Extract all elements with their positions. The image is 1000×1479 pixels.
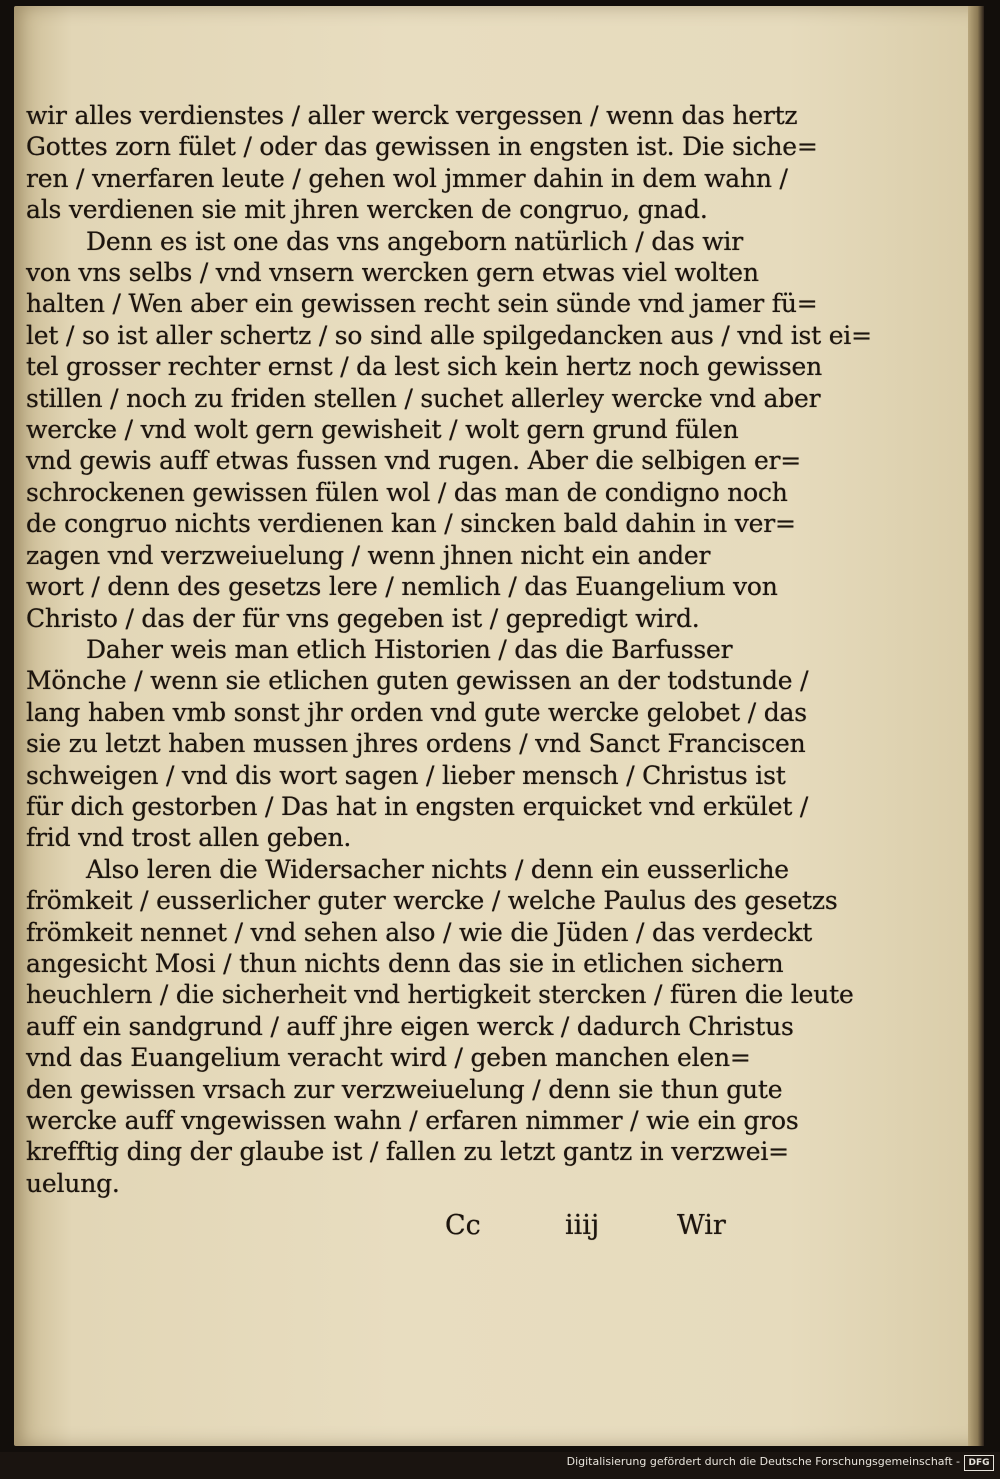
text-line: frid vnd trost allen geben. [26,823,352,853]
text-line: de congruo nichts verdienen kan / sincken bald dahin in ver= [26,509,796,539]
text-line: krefftig ding der glaube ist / fallen zu letzt gantz in verzwei= [26,1137,789,1167]
text-line: let / so ist aller schertz / so sind alle spilgedancken aus / vnd ist ei= [26,320,872,350]
text-line: frömkeit / eusserlicher guter wercke / welche Paulus des gesetzs [26,886,838,916]
text-line: wercke auff vngewissen wahn / erfaren nimmer / wie ein gros [26,1106,799,1135]
catchword: Wir [677,1210,726,1241]
page-text [26,100,872,1199]
signature-line [445,1210,745,1250]
page-edge [968,6,984,1446]
text-line: angesicht Mosi / thun nichts denn das sie in etlichen sichern [26,948,784,978]
text-line: wercke / vnd wolt gern gewisheit / wolt gern grund fülen [26,415,739,445]
text-line: vnd das Euangelium veracht wird / geben manchen elen= [26,1043,751,1073]
text-line: schrockenen gewissen fülen wol / das man de condigno noch [26,477,788,507]
text-line: zagen vnd verzweiuelung / wenn jhnen nicht ein ander [26,540,711,570]
text-line: wir alles verdienstes / aller werck vergessen / wenn das hertz [26,101,798,130]
text-line: für dich gestorben / Das hat in engsten erquicket vnd erkület / [26,791,809,821]
signature-mark: Cc [445,1210,481,1241]
text-line: stillen / noch zu friden stellen / suchet allerley wercke vnd aber [26,383,821,413]
text-line: lang haben vmb sonst jhr orden vnd gute wercke gelobet / das [26,697,807,727]
footer-bar [0,1452,1000,1479]
text-line: Also leren die Widersacher nichts / denn ein eusserliche [86,854,789,884]
dfg-logo-icon: DFG [964,1455,994,1471]
text-line: sie zu letzt haben mussen jhres ordens / vnd Sanct Franciscen [26,729,806,759]
text-line: Daher weis man etlich Historien / das die Barfusser [86,634,733,664]
text-line: Denn es ist one das vns angeborn natürlich / das wir [86,226,743,256]
text-line: auff ein sandgrund / auff jhre eigen werck / dadurch Christus [26,1011,794,1041]
text-line: schweigen / vnd dis wort sagen / lieber mensch / Christus ist [26,760,786,790]
text-line: tel grosser rechter ernst / da lest sich kein hertz noch gewissen [26,352,823,382]
signature-number: iiij [565,1210,600,1241]
text-line: von vns selbs / vnd vnsern wercken gern etwas viel wolten [26,258,759,288]
text-line: den gewissen vrsach zur verzweiuelung / denn sie thun gute [26,1074,783,1104]
text-line: Mönche / wenn sie etlichen guten gewissen an der todstunde / [26,666,809,696]
text-line: ren / vnerfaren leute / gehen wol jmmer dahin in dem wahn / [26,163,788,193]
text-line: vnd gewis auff etwas fussen vnd rugen. Aber die selbigen er= [26,446,802,476]
text-line: Gottes zorn fület / oder das gewissen in engsten ist. Die siche= [26,132,818,162]
text-line: wort / denn des gesetzs lere / nemlich / das Euangelium von [26,572,778,602]
text-line: heuchlern / die sicherheit vnd hertigkeit stercken / füren die leute [26,980,854,1010]
text-line: als verdienen sie mit jhren wercken de congruo, gnad. [26,195,708,225]
text-line: uelung. [26,1168,120,1198]
text-line: Christo / das der für vns gegeben ist / gepredigt wird. [26,603,700,633]
footer-credit: Digitalisierung gefördert durch die Deutsche Forschungsgemeinschaft - [566,1455,960,1468]
text-line: halten / Wen aber ein gewissen recht sein sünde vnd jamer fü= [26,289,818,319]
text-line: frömkeit nennet / vnd sehen also / wie die Jüden / das verdeckt [26,917,813,947]
